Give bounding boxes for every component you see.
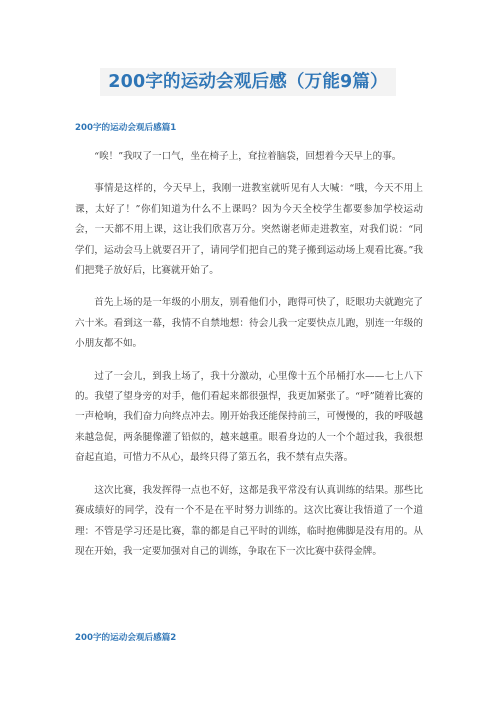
section-heading-2: 200字的运动会观后感篇2 [75, 633, 177, 643]
paragraph: “唉！”我叹了一口气，坐在椅子上，耷拉着脑袋，回想着今天早上的事。 [94, 151, 402, 162]
section-heading-1: 200字的运动会观后感篇1 [75, 123, 177, 133]
paragraph: 这次比赛，我发挥得一点也不好，这都是我平常没有认真训练的结果。那些比赛成绩好的同学，没有一个不是在平时努力训练的。这次比赛让我悟道了一个道理：不管是学习还是比赛，靠的都是自己平时的训练，临时抱佛脚是没有用的。从现在开始，我一定要加强对自己的训练，争取在下一次比赛中获得金牌。 [75, 484, 423, 557]
document-title: 200字的运动会观后感（万能9篇） [100, 68, 396, 96]
paragraph: 首先上场的是一年级的小朋友，别看他们小，跑得可快了，眨眼功夫就跑完了六十米。看到这一幕，我情不自禁地想：待会儿我一定要快点儿跑，别连一年级的小朋友都不如。 [75, 297, 423, 350]
paragraph: 过了一会儿，到我上场了，我十分激动，心里像十五个吊桶打水——七上八下的。我望了望身旁的对手，他们看起来都很强悍，我更加紧张了。“呼”随着比赛的一声枪响，我们奋力向终点冲去。刚开始我还能保持前三，可慢慢的，我的呼吸越来越急促，两条腿像灌了铅似的，越来越重。眼看身边的人一个个超过我，我很想奋起直追，可惜力不从心，最终只得了第五名，我不禁有点失落。 [75, 370, 423, 464]
section-1-body [75, 147, 423, 574]
paragraph: 事情是这样的，今天早上，我刚一进教室就听见有人大喊：“哦，今天不用上课，太好了！”你们知道为什么不上课吗？因为今天全校学生都要参加学校运动会，一天都不用上课，这让我们欣喜万分。突然谢老师走进教室，对我们说：“同学们，运动会马上就要召开了，请同学们把自己的凳子搬到运动场上观看比赛。”我们把凳子放好后，比赛就开始了。 [75, 183, 423, 277]
title-block [0, 68, 496, 96]
